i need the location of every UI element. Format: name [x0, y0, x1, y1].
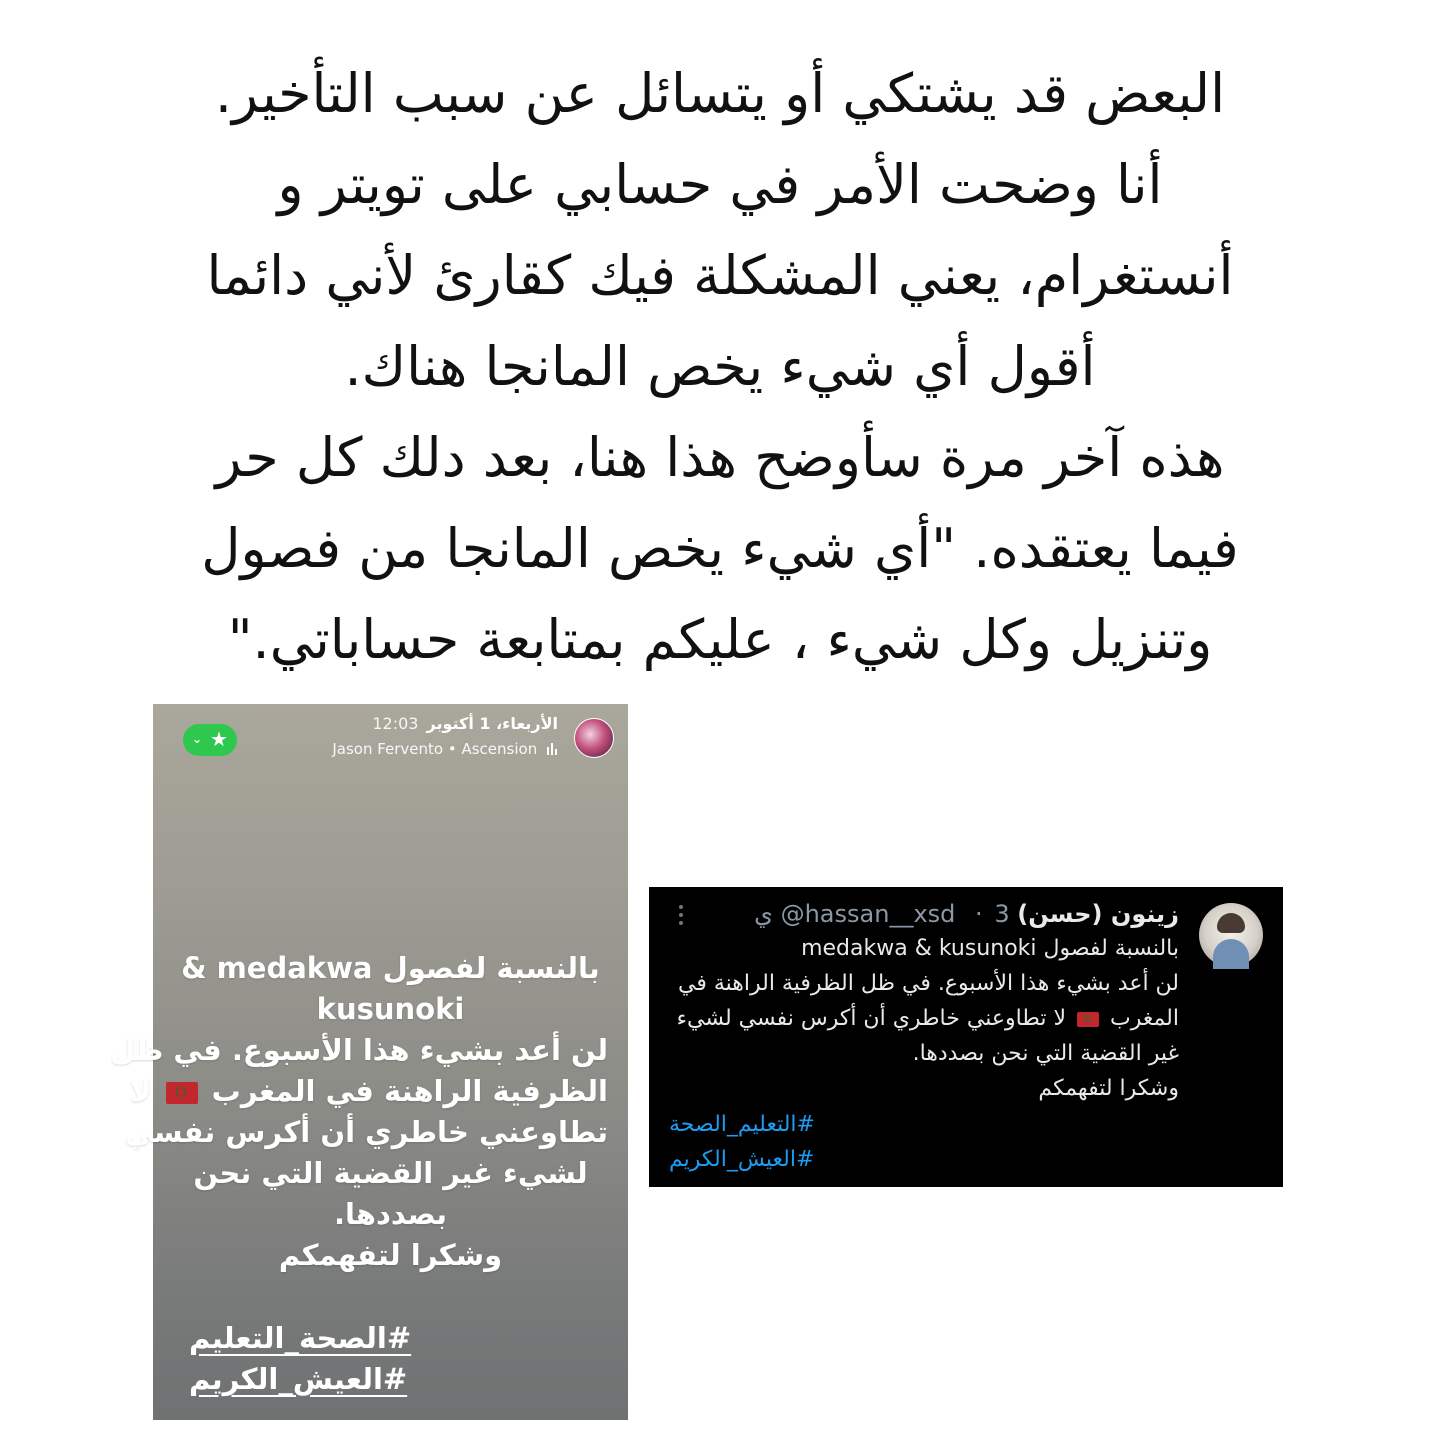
- announcement-line: البعض قد يشتكي أو يتسائل عن سبب التأخير.: [214, 62, 1226, 125]
- tweet-body-segment: المغرب: [1110, 1006, 1179, 1031]
- tweet-hashtag[interactable]: #العيش_الكريم: [669, 1147, 815, 1172]
- story-avatar[interactable]: [574, 718, 614, 758]
- tweet-body-line: لن أعد بشيء هذا الأسبوع. في ظل الظرفية الراهنة في: [677, 971, 1179, 996]
- story-caption-line: بالنسبة لفصول medakwa &: [181, 951, 600, 985]
- music-equalizer-icon: [546, 743, 558, 755]
- morocco-flag-icon: [1077, 1012, 1099, 1027]
- tweet-display-name[interactable]: زينون (حسن): [1017, 900, 1179, 928]
- story-time: 12:03: [372, 714, 419, 733]
- story-music[interactable]: [332, 740, 558, 758]
- announcement-line: فيما يعتقده. "أي شيء يخص المانجا من فصول: [201, 517, 1239, 580]
- story-hashtag[interactable]: #الصحة_التعليم: [189, 1321, 412, 1355]
- tweet-body: [669, 931, 1179, 1106]
- story-caption-line: [129, 1071, 608, 1112]
- story-hashtags: [189, 1318, 411, 1400]
- tweet-avatar[interactable]: [1199, 903, 1263, 967]
- story-caption-line: لشيء غير القضية التي نحن: [193, 1156, 588, 1190]
- announcement-line: أنستغرام، يعني المشكلة فيك كقارئ لأني دائما: [206, 244, 1234, 307]
- announcement-line: هذه آخر مرة سأوضح هذا هنا، بعد دلك كل حر: [215, 426, 1225, 489]
- tweet-age[interactable]: 3 ي: [754, 900, 1010, 928]
- story-date: [372, 714, 558, 733]
- story-caption-segment: الظرفية الراهنة في المغرب: [211, 1074, 608, 1108]
- story-date-label: الأربعاء، 1 أكتوبر: [426, 714, 558, 733]
- morocco-flag-icon: [166, 1082, 198, 1104]
- story-caption-segment: لا: [129, 1074, 152, 1108]
- star-icon: ★: [210, 727, 228, 751]
- more-options-icon[interactable]: [675, 903, 687, 927]
- tweet-hashtags: [669, 1107, 815, 1177]
- announcement-text: [130, 48, 1310, 685]
- tweet-body-line: غير القضية التي نحن بصددها.: [912, 1041, 1179, 1066]
- story-caption-line: وشكرا لتفهمكم: [278, 1238, 503, 1272]
- announcement-line: وتنزيل وكل شيء ، عليكم بمتابعة حساباتي.": [227, 608, 1213, 671]
- story-caption-line: بصددها.: [333, 1197, 448, 1231]
- story-caption-line: لن أعد بشيء هذا الأسبوع. في ظل: [110, 1033, 608, 1067]
- announcement-line: أقول أي شيء يخص المانجا هناك.: [344, 335, 1096, 398]
- tweet-body-line: [669, 1001, 1179, 1036]
- tweet-body-line: بالنسبة لفصول medakwa & kusunoki: [801, 936, 1179, 961]
- story-caption-line: kusunoki: [316, 992, 465, 1026]
- chevron-down-icon: ⌄: [192, 732, 203, 746]
- announcement-line: أنا وضحت الأمر في حسابي على تويتر و: [277, 153, 1163, 216]
- story-caption-line: تطاوعني خاطري أن أكرس نفسي: [124, 1115, 608, 1149]
- close-friends-badge[interactable]: [183, 724, 237, 756]
- tweet-separator: ·: [975, 900, 983, 928]
- tweet-handle[interactable]: @hassan__xsd: [780, 900, 956, 928]
- story-hashtag[interactable]: #العيش_الكريم: [189, 1362, 408, 1396]
- instagram-story-card: [110, 704, 628, 1420]
- tweet-hashtag[interactable]: #التعليم_الصحة: [669, 1112, 815, 1137]
- tweet-header: [754, 899, 1179, 929]
- story-header: [167, 712, 614, 762]
- tweet-card: [649, 887, 1283, 1187]
- story-music-label: Jason Fervento • Ascension: [332, 740, 538, 758]
- tweet-body-segment: لا تطاوعني خاطري أن أكرس نفسي لشيء: [676, 1006, 1066, 1031]
- tweet-body-line: وشكرا لتفهمكم: [1038, 1076, 1179, 1101]
- story-caption: [110, 948, 608, 1276]
